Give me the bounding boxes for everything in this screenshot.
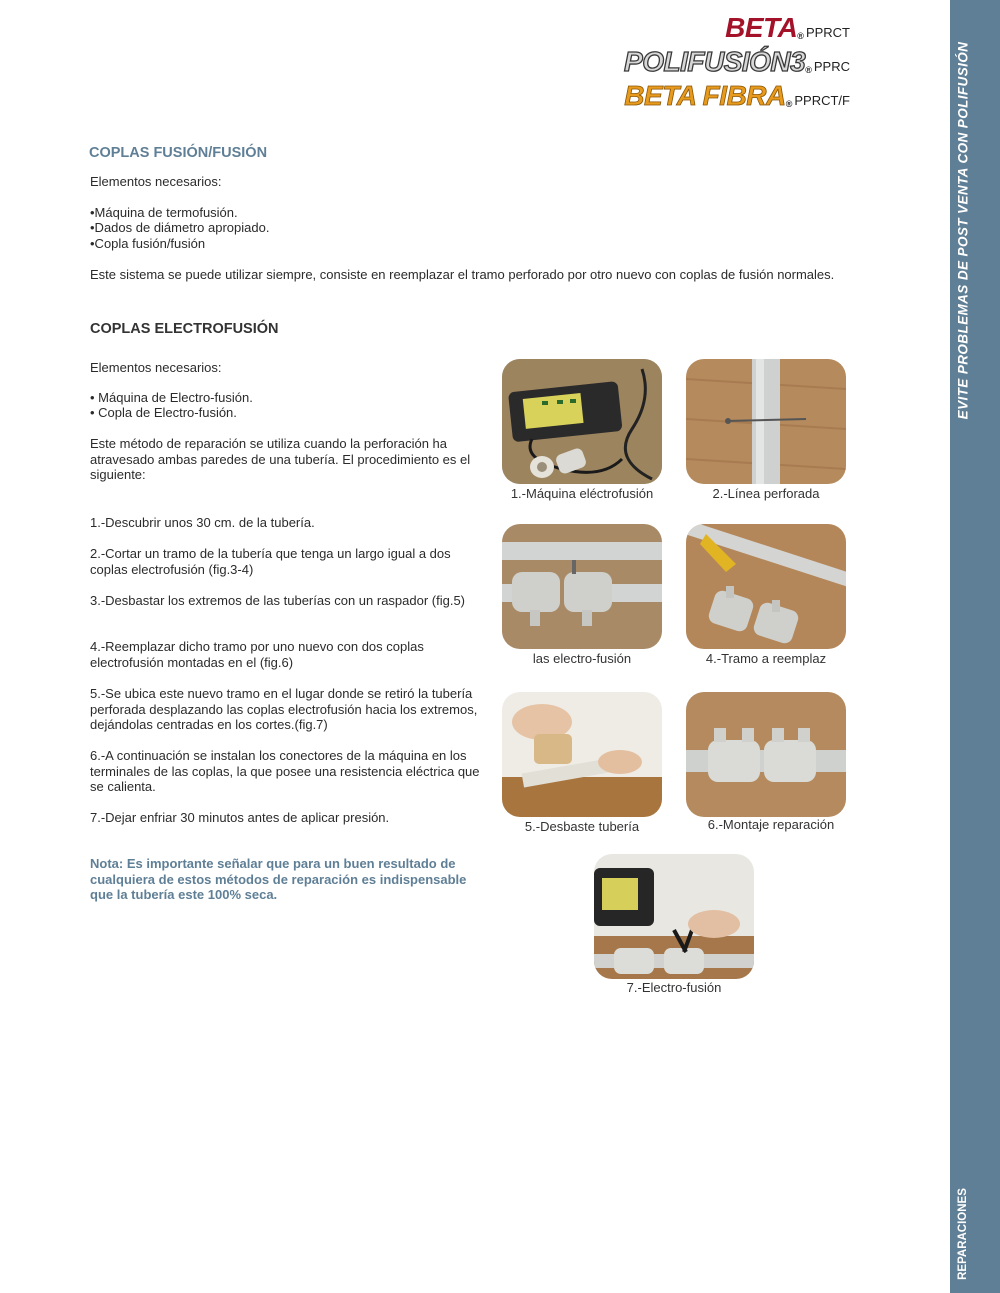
- brand-polifusion3-mark: POLIFUSIÓN3: [624, 46, 806, 77]
- section2-item: • Copla de Electro-fusión.: [90, 405, 237, 420]
- brand-beta-fibra: [624, 82, 850, 110]
- photo-electrofusion-process-graphic: [594, 854, 754, 979]
- photo-caption: las electro-fusión: [532, 651, 632, 666]
- section2-title: COPLAS ELECTROFUSIÓN: [90, 321, 279, 337]
- brand-beta-suffix: PPRCT: [805, 25, 850, 40]
- step-item: 3.-Desbastar los extremos de las tuberías con un raspador (fig.5): [90, 593, 466, 608]
- brand-beta-mark: BETA: [725, 12, 798, 43]
- photo-caption: 4.-Tramo a reemplaz: [705, 651, 827, 666]
- side-band-section: [950, 1180, 976, 1288]
- step-item: 4.-Reemplazar dicho tramo por uno nuevo con dos coplas electrofusión montadas en el (fig.6): [90, 639, 424, 670]
- section1-item: •Copla fusión/fusión: [90, 236, 206, 251]
- step-item: 6.-A continuación se instalan los conectores de la máquina en los terminales de las coplas, la que posee una resistencia eléctrica que se calienta.: [90, 748, 480, 794]
- side-band-slogan: [950, 20, 976, 440]
- section1-item: •Máquina de termofusión.: [90, 205, 238, 220]
- section1-title: COPLAS FUSIÓN/FUSIÓN: [89, 145, 268, 161]
- photo-repair-assembly-graphic: [686, 692, 846, 817]
- photo-repair-assembly: [686, 692, 846, 817]
- photo-caption: 2.-Línea perforada: [712, 486, 820, 501]
- section1-paragraph: Este sistema se puede utilizar siempre, consiste en reemplazar el tramo perforado por otro nuevo con coplas de fusión normales.: [90, 267, 835, 282]
- photo-electrofusion-process: [594, 854, 754, 979]
- brand-polifusion3: [624, 48, 850, 76]
- section2-item: • Máquina de Electro-fusión.: [90, 390, 253, 405]
- brand-beta: [725, 14, 850, 42]
- photo-perforated-line: [686, 359, 846, 484]
- brand-polifusion3-reg: ®: [805, 65, 812, 75]
- photo-electrofusion-couplings-graphic: [502, 524, 662, 649]
- photo-perforated-line-graphic: [686, 359, 846, 484]
- side-band-slogan-text: EVITE PROBLEMAS DE POST VENTA CON POLIFUSIÓN: [955, 41, 971, 419]
- section1-intro: Elementos necesarios:: [90, 174, 222, 189]
- photo-caption: 5.-Desbaste tubería: [524, 819, 640, 834]
- step-item: 7.-Dejar enfriar 30 minutos antes de aplicar presión.: [90, 810, 390, 825]
- photo-electrofusion-machine: [502, 359, 662, 484]
- brand-beta-fibra-suffix: PPRCT/F: [794, 93, 850, 108]
- photo-electrofusion-machine-graphic: [502, 359, 662, 484]
- step-item: 2.-Cortar un tramo de la tubería que tenga un largo igual a dos coplas electrofusión (fig.3-4): [90, 546, 451, 577]
- brand-beta-reg: ®: [797, 31, 804, 41]
- photo-electrofusion-couplings: [502, 524, 662, 649]
- photo-caption: 6.-Montaje reparación: [707, 817, 835, 832]
- step-item: 5.-Se ubica este nuevo tramo en el lugar donde se retiró la tubería perforada desplazando las coplas electrofusión hacia los extremos, dejándolas centradas en los cortes.(fig.7): [90, 686, 478, 732]
- photo-pipe-scraping: [502, 692, 662, 817]
- brand-beta-fibra-reg: ®: [785, 99, 793, 109]
- photo-pipe-scraping-graphic: [502, 692, 662, 817]
- note: Nota: Es importante señalar que para un buen resultado de cualquiera de estos métodos de reparación es indispensable que la tubería este 100% seca.: [90, 856, 467, 902]
- section1-item: •Dados de diámetro apropiado.: [90, 220, 270, 235]
- photo-section-to-replace: [686, 524, 846, 649]
- brand-polifusion3-suffix: PPRC: [813, 59, 850, 74]
- step-item: 1.-Descubrir unos 30 cm. de la tubería.: [90, 515, 315, 530]
- section2-paragraph: Este método de reparación se utiliza cuando la perforación ha atravesado ambas paredes de una tubería. El procedimiento es el siguiente:: [90, 436, 471, 482]
- section2-intro: Elementos necesarios:: [90, 360, 222, 375]
- photo-caption: 1.-Máquina eléctrofusión: [510, 486, 654, 501]
- photo-section-to-replace-graphic: [686, 524, 846, 649]
- photo-caption: 7.-Electro-fusión: [626, 980, 722, 995]
- brand-beta-fibra-mark: BETA FIBRA: [624, 80, 786, 111]
- side-band-section-text: REPARACIONES: [957, 1188, 969, 1280]
